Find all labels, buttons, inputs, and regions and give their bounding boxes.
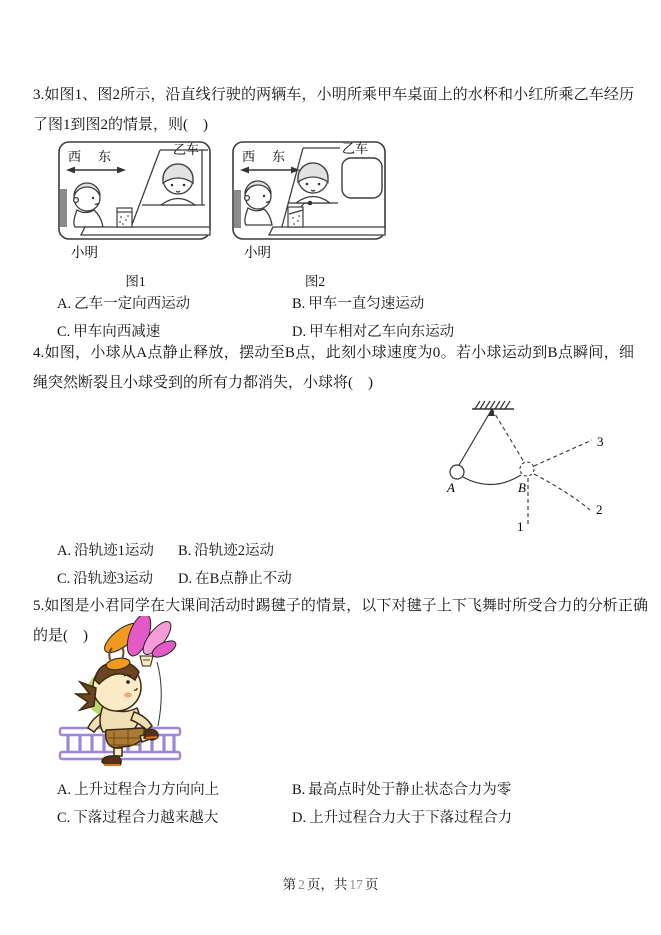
car-b-label: 乙车 bbox=[342, 141, 369, 156]
figure-2-block bbox=[230, 139, 400, 290]
trajectory-1-label: 1 bbox=[517, 519, 524, 534]
right-window bbox=[342, 158, 382, 198]
figure-1-caption: 图1 bbox=[125, 274, 146, 289]
trajectory-3-label: 3 bbox=[597, 434, 604, 449]
ball-a bbox=[450, 465, 464, 479]
figure-2-caption: 图2 bbox=[304, 274, 326, 289]
point-b-label: B bbox=[518, 480, 526, 495]
question-3-text bbox=[33, 80, 634, 140]
ball-b-dashed bbox=[520, 462, 534, 476]
current-page-number: 2 bbox=[298, 877, 305, 892]
west-label: 西 bbox=[242, 149, 256, 164]
question-4-number: 4. bbox=[33, 345, 45, 361]
option-b: B. 最高点时处于静止状态合力为零 bbox=[292, 782, 512, 798]
option-a: A. 上升过程合力方向向上 bbox=[57, 782, 220, 798]
question-3-number: 3. bbox=[33, 87, 45, 103]
page-footer: 第 2 页，共 17 页 bbox=[282, 877, 379, 892]
option-d: D. 上升过程合力大于下落过程合力 bbox=[292, 810, 513, 826]
figure-1-block bbox=[57, 139, 214, 290]
option-d: D. 在B点静止不动 bbox=[178, 571, 292, 587]
question-4-options bbox=[57, 542, 397, 588]
question-3-options bbox=[57, 295, 617, 341]
blush bbox=[124, 693, 132, 698]
trajectory-2-label: 2 bbox=[596, 502, 603, 517]
seat-back bbox=[234, 190, 241, 228]
boy-passenger bbox=[245, 181, 272, 225]
seat-back bbox=[60, 189, 67, 227]
east-label: 东 bbox=[98, 149, 112, 164]
figure-2-train-scene-icon bbox=[230, 139, 400, 263]
table bbox=[269, 227, 385, 235]
point-a-label: A bbox=[447, 480, 455, 495]
shuttlecock-kicker-icon bbox=[58, 616, 236, 778]
car-b-label: 乙车 bbox=[173, 142, 200, 157]
table bbox=[81, 227, 210, 235]
kicker-illustration-block bbox=[58, 616, 236, 783]
option-c: C. 下落过程合力越来越大 bbox=[57, 810, 219, 826]
option-c: C. 甲车向西减速 bbox=[57, 324, 161, 340]
eye bbox=[126, 680, 130, 684]
swing-arc bbox=[463, 475, 521, 485]
option-b: B. 甲车一直匀速运动 bbox=[292, 296, 425, 312]
west-label: 西 bbox=[68, 149, 82, 164]
xiaoming-label: 小明 bbox=[244, 245, 271, 260]
water-cup bbox=[117, 208, 132, 227]
string-dashed bbox=[492, 409, 524, 462]
option-a: A. 乙车一定向西运动 bbox=[57, 296, 191, 312]
boy-passenger bbox=[74, 183, 103, 227]
pendulum-diagram-icon bbox=[430, 396, 642, 538]
string-solid bbox=[459, 409, 492, 465]
east-label: 东 bbox=[272, 149, 286, 164]
pivot-arrow bbox=[488, 409, 495, 416]
pigtail bbox=[76, 682, 96, 710]
question-5-number: 5. bbox=[33, 598, 45, 614]
total-page-number: 17 bbox=[349, 877, 363, 892]
shuttle-motion-line bbox=[157, 662, 161, 726]
option-b: B. 沿轨迹2运动 bbox=[178, 543, 275, 559]
figure-1-train-scene-icon bbox=[57, 139, 214, 263]
option-c: C. 沿轨迹3运动 bbox=[57, 571, 154, 587]
xiaoming-label: 小明 bbox=[71, 245, 98, 260]
trajectory-2-line bbox=[534, 474, 590, 510]
question-4-text bbox=[33, 338, 634, 398]
question-5-options bbox=[57, 781, 617, 827]
question-5-body: 如图是小君同学在大课间活动时踢毽子的情景，以下对毽子上下飞舞时所受合力的分析正确的是( ) bbox=[33, 598, 648, 644]
pendulum-diagram-block bbox=[430, 396, 642, 543]
ceiling-mount bbox=[472, 401, 514, 409]
option-d: D. 甲车相对乙车向东运动 bbox=[292, 324, 455, 340]
shuttlecock bbox=[100, 616, 178, 666]
option-a: A. 沿轨迹1运动 bbox=[57, 543, 154, 559]
question-4-body: 如图，小球从A点静止释放，摆动至B点，此刻小球速度为0。若小球运动到B点瞬间，细绳突然断裂且小球受到的所有力都消失，小球将( ) bbox=[33, 345, 634, 391]
question-3-body: 如图1、图2所示，沿直线行驶的两辆车，小明所乘甲车桌面上的水杯和小红所乘乙车经历了图1到图2的情景，则( ) bbox=[33, 87, 634, 133]
trajectory-3-line bbox=[534, 440, 592, 466]
